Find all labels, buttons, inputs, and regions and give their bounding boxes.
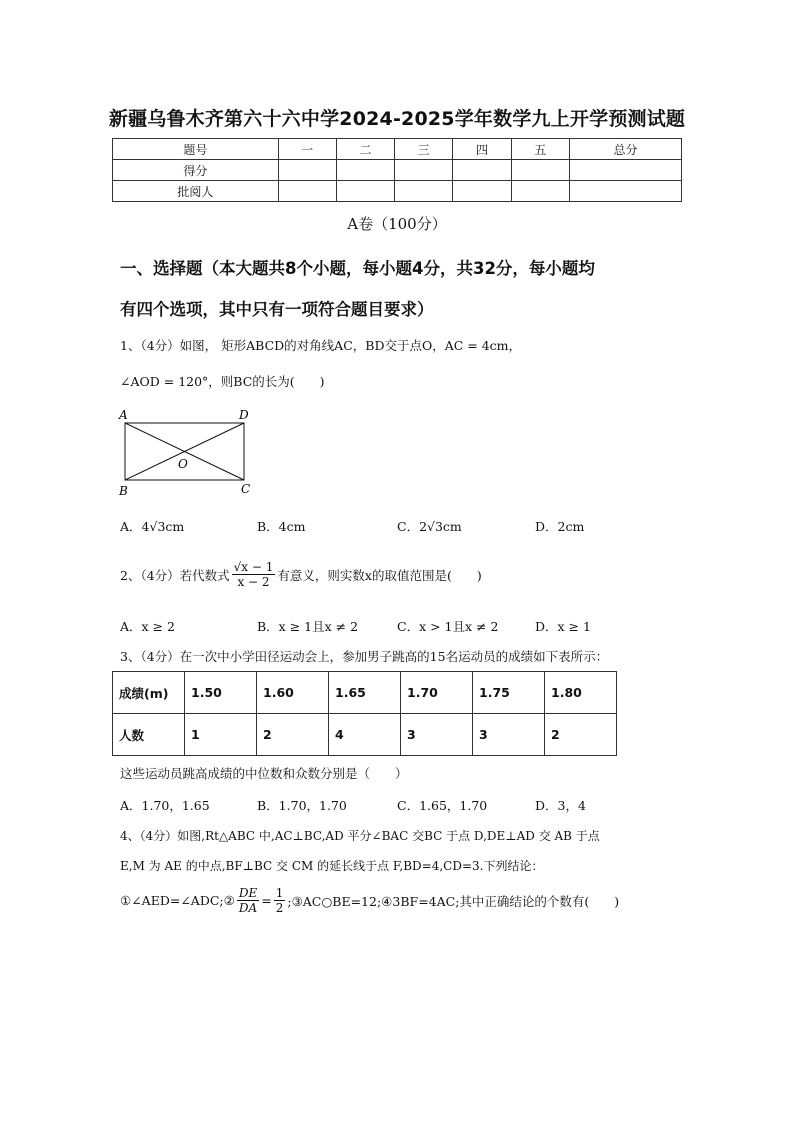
score-table-cell: 总分 — [569, 139, 681, 160]
q2-suffix: 有意义，则实数x的取值范围是( ) — [277, 567, 482, 583]
exam-title: 新疆乌鲁木齐第六十六中学2024-2025学年数学九上开学预测试题 — [108, 108, 686, 130]
q3-option-b: B．1.70，1.70 — [257, 798, 347, 813]
jump-table-cell: 1.70 — [401, 672, 473, 714]
q3-option-a: A．1.70，1.65 — [120, 798, 210, 813]
score-table-cell — [569, 160, 681, 181]
jump-table-cell: 2 — [257, 714, 329, 756]
score-table-cell: 四 — [453, 139, 511, 160]
score-table-row — [113, 160, 682, 181]
q4-equals: = — [261, 893, 272, 908]
score-table-cell — [511, 160, 569, 181]
score-table-cell — [453, 160, 511, 181]
q1-line2: ∠AOD = 120°，则BC的长为( ) — [120, 374, 325, 389]
q4-frac1-denominator: DA — [238, 901, 258, 915]
part1-heading-line2: 有四个选项，其中只有一项符合题目要求） — [120, 300, 434, 319]
label-c: C — [241, 482, 251, 496]
score-table-cell — [336, 181, 394, 202]
score-table-cell: 题号 — [113, 139, 279, 160]
q4-line2: E,M 为 AE 的中点,BF⊥BC 交 CM 的延长线于点 F,BD=4,CD=3.下列结论： — [120, 859, 544, 873]
jump-table-row-score — [113, 672, 617, 714]
score-table — [112, 138, 682, 202]
q4-line3-start: ①∠AED=∠ADC;② — [120, 893, 235, 908]
score-table-cell — [395, 181, 453, 202]
jump-table-cell: 1.50 — [185, 672, 257, 714]
q4-frac2-numerator: 1 — [275, 886, 284, 900]
jump-table-cell: 人数 — [113, 714, 185, 756]
jump-table-cell: 1 — [185, 714, 257, 756]
q2-denominator: x − 2 — [237, 575, 270, 589]
q2-option-d: D．x ≥ 1 — [535, 619, 591, 634]
q2-fraction — [232, 560, 276, 589]
rectangle-figure — [115, 405, 265, 500]
jump-table-cell: 成绩(m) — [113, 672, 185, 714]
jump-table-cell: 3 — [401, 714, 473, 756]
jump-table-cell: 2 — [545, 714, 617, 756]
part1-heading-line1: 一、选择题（本大题共8个小题，每小题4分，共32分，每小题均 — [120, 259, 595, 278]
score-table-cell: 五 — [511, 139, 569, 160]
q4-frac2-denominator: 2 — [275, 901, 284, 915]
q4-line3-end: ;③AC○BE=12;④3BF=4AC;其中正确结论的个数有( ) — [287, 893, 620, 909]
score-table-header-row — [113, 139, 682, 160]
q1-option-a: A．4√3cm — [120, 519, 185, 534]
q3-text: 3、（4分）在一次中小学田径运动会上，参加男子跳高的15名运动员的成绩如下表所示： — [120, 649, 609, 664]
q2-stem — [120, 560, 482, 589]
jump-table-cell: 1.60 — [257, 672, 329, 714]
q2-option-a: A．x ≥ 2 — [120, 619, 175, 634]
q1-option-b: B．4cm — [257, 519, 306, 534]
q4-fraction-de-da — [237, 886, 259, 915]
section-a-heading: A卷（100分） — [347, 215, 447, 233]
q4-line3 — [120, 886, 619, 915]
jump-table-cell: 1.65 — [329, 672, 401, 714]
score-table-cell: 一 — [278, 139, 336, 160]
q1-option-c: C．2√3cm — [397, 519, 462, 534]
q2-option-b: B．x ≥ 1且x ≠ 2 — [257, 619, 359, 634]
jump-table-row-count — [113, 714, 617, 756]
score-table-cell — [569, 181, 681, 202]
score-table-cell — [453, 181, 511, 202]
score-table-cell — [336, 160, 394, 181]
score-table-row — [113, 181, 682, 202]
score-table-cell — [511, 181, 569, 202]
q2-option-c: C．x > 1且x ≠ 2 — [397, 619, 499, 634]
q1-line1: 1、（4分）如图， 矩形ABCD的对角线AC，BD交于点O，AC = 4cm， — [120, 338, 522, 353]
score-table-cell: 二 — [336, 139, 394, 160]
label-d: D — [239, 408, 249, 422]
q3-question: 这些运动员跳高成绩的中位数和众数分别是（ ） — [120, 766, 408, 781]
score-table-cell — [278, 181, 336, 202]
q2-prefix: 2、（4分）若代数式 — [120, 567, 230, 583]
q4-line1: 4、（4分）如图,Rt△ABC 中,AC⊥BC,AD 平分∠BAC 交BC 于点 D,DE⊥AD 交 AB 于点 — [120, 829, 600, 843]
label-b: B — [119, 484, 128, 498]
score-table-cell: 三 — [395, 139, 453, 160]
jump-table-cell: 3 — [473, 714, 545, 756]
score-table-cell — [278, 160, 336, 181]
label-o: O — [178, 457, 188, 471]
jump-table-cell: 1.80 — [545, 672, 617, 714]
score-table-cell — [395, 160, 453, 181]
q1-option-d: D．2cm — [535, 519, 585, 534]
score-table-row-label: 批阅人 — [113, 181, 279, 202]
score-table-row-label: 得分 — [113, 160, 279, 181]
jump-table-cell: 4 — [329, 714, 401, 756]
q3-option-c: C．1.65，1.70 — [397, 798, 488, 813]
q4-fraction-half — [274, 886, 286, 915]
label-a: A — [119, 408, 128, 422]
q2-numerator: √x − 1 — [233, 560, 274, 574]
q4-frac1-numerator: DE — [238, 886, 258, 900]
jump-table-cell: 1.75 — [473, 672, 545, 714]
q3-option-d: D．3，4 — [535, 798, 586, 813]
jump-results-table — [112, 671, 617, 756]
